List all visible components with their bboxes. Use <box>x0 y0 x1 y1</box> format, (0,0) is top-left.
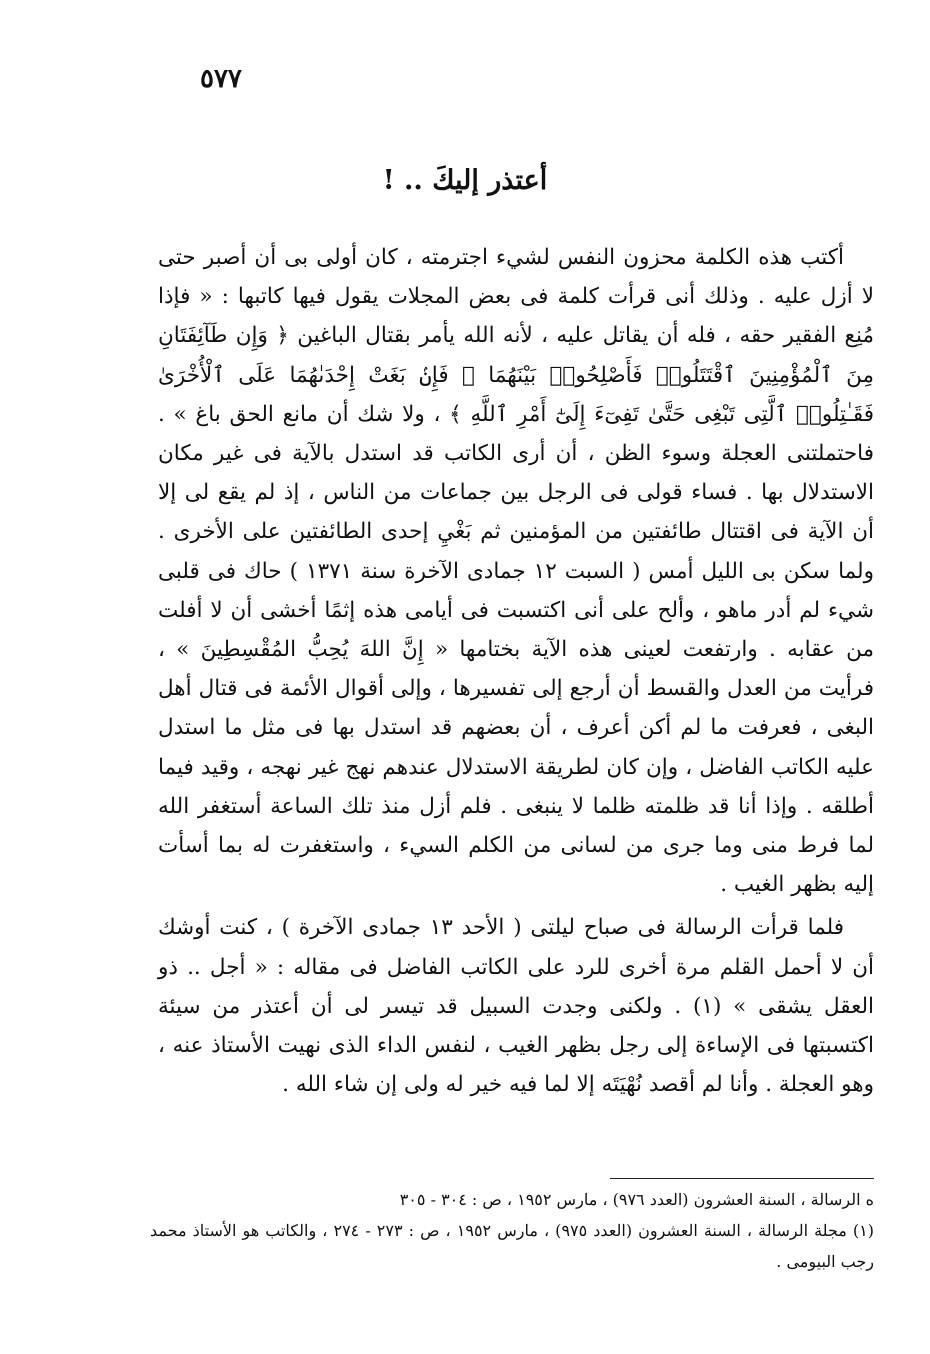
page-number: ٥٧٧ <box>200 64 242 94</box>
footnotes <box>150 1184 874 1277</box>
footnote-divider <box>610 1178 874 1179</box>
body-paragraph-2: فلما قرأت الرسالة فى صباح ليلتى ( الأحد ١٣ جمادى الآخرة ) ، كنت أوشك أن لا أحمل القلم مرة أخرى للرد على الكاتب الفاضل فى مقاله : « أجل .. ذو العقل يشقى » (١) . ولكنى وجدت السبيل قد تيسر لى أن أعتذر من سيئة اكتسبتها فى الإساءة إلى رجل بظهر الغيب ، لنفس الداء الذى نهيت الأستاذ عنه ، وهو العجلة . وأنا لم أقصد نُهْيَتَه إلا لما فيه خير له ولى إن شاء الله . <box>158 915 874 1098</box>
article-body <box>158 238 874 1104</box>
article-title: أعتذر إليكَ .. ! <box>382 165 548 196</box>
footnote-1: (١) مجلة الرسالة ، السنة العشرون (العدد ٩٧٥) ، مارس ١٩٥٢ ، ص : ٢٧٣ - ٢٧٤ ، والكاتب هو الأستاذ محمد رجب البيومى . <box>150 1221 875 1271</box>
body-paragraph-1: أكتب هذه الكلمة محزون النفس لشيء اجترمته ، كان أولى بى أن أصبر حتى لا أزل عليه . وذلك أنى قرأت كلمة فى بعض المجلات يقول فيها كاتبها : « فإذا مُنِع الفقير حقه ، فله أن يقاتل عليه ، لأنه الله يأمر بقتال الباغين ﴿ وَإِن طَآئِفَتَانِ مِنَ ٱلْمُؤْمِنِينَ ٱقْتَتَلُوا۟ فَأَصْلِحُوا۟ بَيْنَهُمَا ۖ فَإِنۢ بَغَتْ إِحْدَىٰهُمَا عَلَى ٱلْأُخْرَىٰ فَقَـٰتِلُوا۟ ٱلَّتِى تَبْغِى حَتَّىٰ تَفِىٓءَ إِلَىٰٓ أَمْرِ ٱللَّهِ ﴾ ، ولا شك أن مانع الحق باغ » . فاحتملتنى العجلة وسوء الظن ، أن أرى الكاتب قد استدل بالآية فى غير مكان الاستدلال بها . فساء قولى فى الرجل بين جماعات من الناس ، إذ لم يقع لى إلا أن الآية فى اقتتال طائفتين من المؤمنين ثم بَغْيِ إحدى الطائفتين على الأخرى . ولما سكن بى الليل أمس ( السبت ١٢ جمادى الآخرة سنة ١٣٧١ ) حاك فى قلبى شيء لم أدر ماهو ، وألح على أنى اكتسبت فى أيامى هذه إثمًا أخشى أن لا أفلت من عقابه . وارتفعت لعينى هذه الآية بختامها « إِنَّ اللهَ يُحِبُّ المُقْسِطِينَ » ، فرأيت من العدل والقسط أن أرجع إلى تفسيرها ، وإلى أقوال الأئمة فى قتال أهل البغى ، فعرفت ما لم أكن أعرف ، أن بعضهم قد استدل بها فى مثل ما استدل عليه الكاتب الفاضل ، وإن كان لطريقة الاستدلال عندهم نهج غير نهجه ، وقيد فيما أطلقه . وإذا أنا قد ظلمته ظلما لا ينبغى . فلم أزل منذ تلك الساعة أستغفر الله لما فرط منى وما جرى من لسانى من الكلم السيء ، واستغفرت له بما أسأت إليه بظهر الغيب . <box>158 245 874 898</box>
footnote-source: ه الرسالة ، السنة العشرون (العدد ٩٧٦) ، مارس ١٩٥٢ ، ص : ٣٠٤ - ٣٠٥ <box>399 1190 874 1209</box>
